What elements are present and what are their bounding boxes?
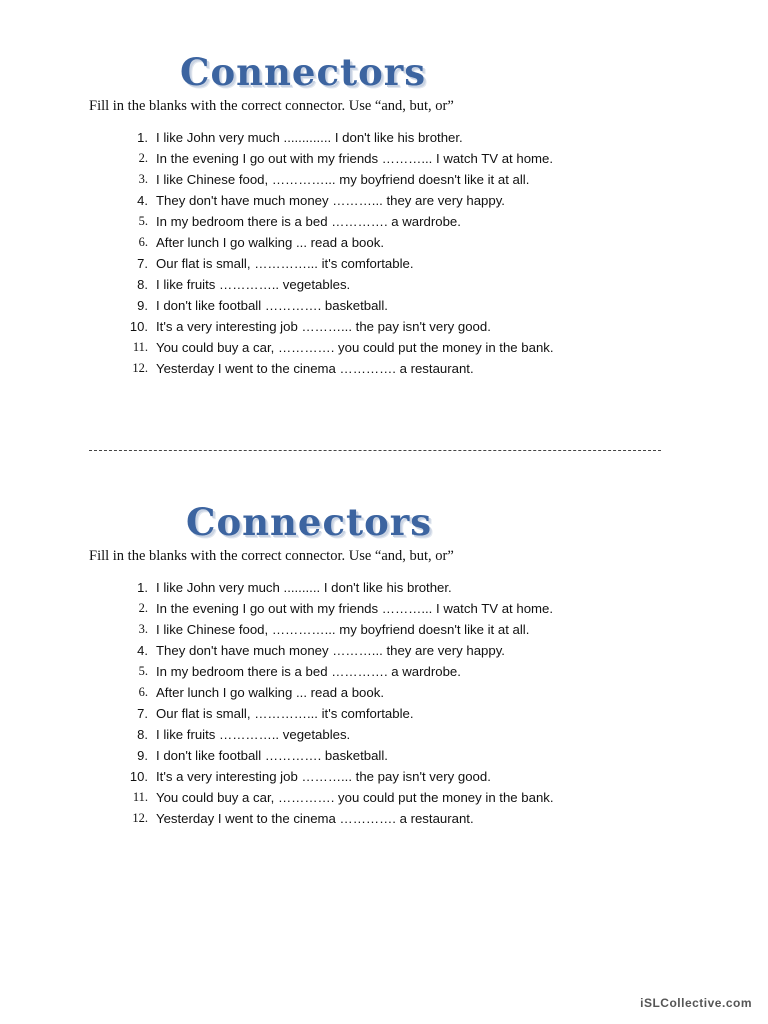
instructions: Fill in the blanks with the correct connector. Use “and, but, or” <box>89 548 454 564</box>
item-number: 11. <box>132 790 148 804</box>
item-text: You could buy a car, …………. you could put the money in the bank. <box>156 340 554 355</box>
item-text: After lunch I go walking ... read a book. <box>156 235 384 250</box>
item-number: 6. <box>138 685 148 699</box>
worksheet-title: Connectors <box>186 500 433 544</box>
item-number: 5. <box>138 214 148 228</box>
item-number: 1. <box>137 130 148 145</box>
item-number: 11. <box>132 340 148 354</box>
item-number: 2. <box>138 151 148 165</box>
item-number: 4. <box>137 643 148 658</box>
item-number: 10. <box>129 769 148 784</box>
item-number: 7. <box>137 256 148 271</box>
item-text: Our flat is small, …………... it's comfortable. <box>156 256 414 271</box>
item-text: I don't like football …………. basketball. <box>156 748 388 763</box>
item-text: I don't like football …………. basketball. <box>156 298 388 313</box>
item-text: I like fruits ………….. vegetables. <box>156 727 351 742</box>
item-text: I like John very much ............. I don't like his brother. <box>156 130 463 145</box>
item-text: After lunch I go walking ... read a book. <box>156 685 384 700</box>
item-text: I like Chinese food, …………... my boyfriend doesn't like it at all. <box>156 172 530 187</box>
item-text: Our flat is small, …………... it's comfortable. <box>156 706 414 721</box>
item-text: Yesterday I went to the cinema …………. a restaurant. <box>156 361 474 376</box>
item-number: 3. <box>138 622 148 636</box>
item-number: 9. <box>137 748 148 763</box>
item-text: In the evening I go out with my friends ………... I watch TV at home. <box>156 601 554 616</box>
item-number: 10. <box>129 319 148 334</box>
item-number: 8. <box>137 727 148 742</box>
item-text: Yesterday I went to the cinema …………. a restaurant. <box>156 811 474 826</box>
item-number: 1. <box>137 580 148 595</box>
item-number: 9. <box>137 298 148 313</box>
item-number: 12. <box>132 361 148 375</box>
worksheet-title: Connectors <box>180 50 427 94</box>
watermark-footer: iSLCollective.com <box>640 996 752 1010</box>
item-number: 8. <box>137 277 148 292</box>
item-text: I like fruits ………….. vegetables. <box>156 277 351 292</box>
item-number: 7. <box>137 706 148 721</box>
item-number: 12. <box>132 811 148 825</box>
item-text: They don't have much money ………... they are very happy. <box>156 193 505 208</box>
item-text: In my bedroom there is a bed …………. a wardrobe. <box>156 214 461 229</box>
item-number: 3. <box>138 172 148 186</box>
instructions: Fill in the blanks with the correct connector. Use “and, but, or” <box>89 98 454 114</box>
item-text: I like Chinese food, …………... my boyfriend doesn't like it at all. <box>156 622 530 637</box>
item-number: 6. <box>138 235 148 249</box>
cut-line-divider <box>89 450 661 451</box>
item-text: It's a very interesting job ………... the pay isn't very good. <box>156 319 491 334</box>
item-text: It's a very interesting job ………... the pay isn't very good. <box>156 769 491 784</box>
item-text: I like John very much .......... I don't like his brother. <box>156 580 452 595</box>
item-number: 5. <box>138 664 148 678</box>
item-text: You could buy a car, …………. you could put the money in the bank. <box>156 790 554 805</box>
item-text: In the evening I go out with my friends ………... I watch TV at home. <box>156 151 554 166</box>
item-text: In my bedroom there is a bed …………. a wardrobe. <box>156 664 461 679</box>
item-text: They don't have much money ………... they are very happy. <box>156 643 505 658</box>
item-number: 2. <box>138 601 148 615</box>
item-number: 4. <box>137 193 148 208</box>
